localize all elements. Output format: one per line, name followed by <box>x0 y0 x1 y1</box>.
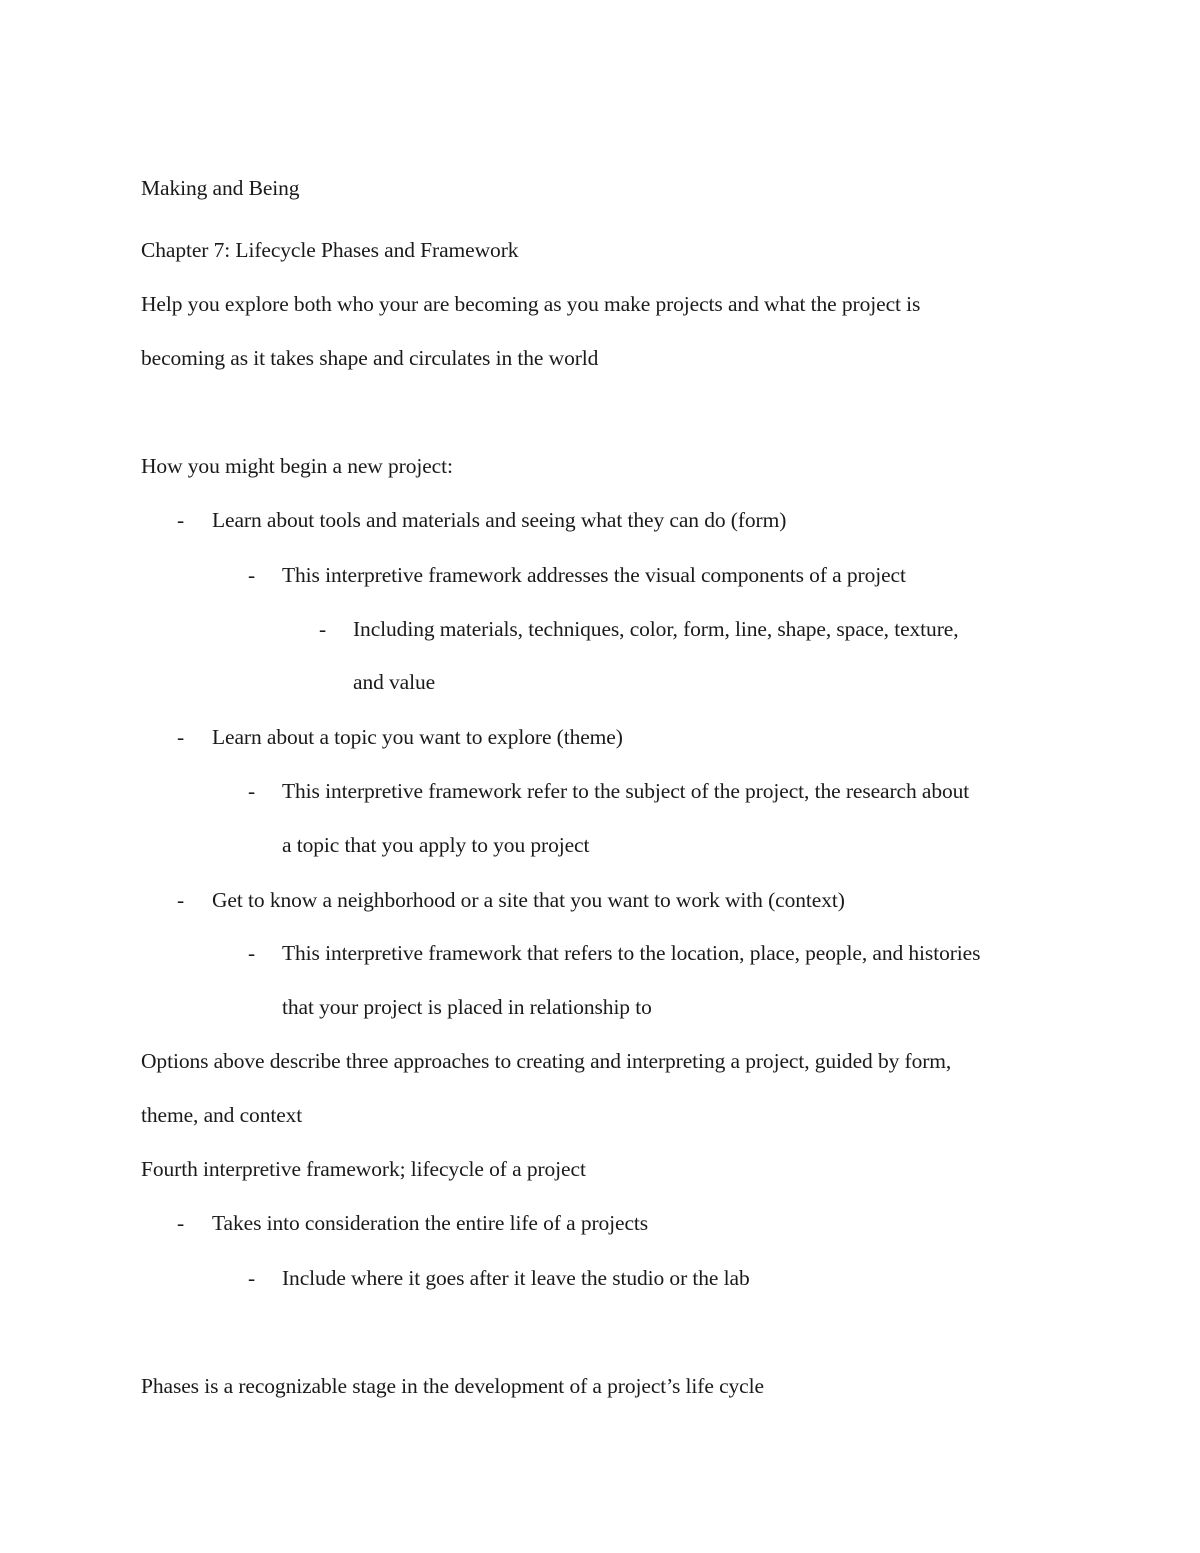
list-item-form-subsub-line-2: and value <box>353 670 436 694</box>
bullet-dash: - <box>177 888 185 912</box>
intro-line-2: becoming as it takes shape and circulates in the world <box>141 346 599 370</box>
chapter-heading: Chapter 7: Lifecycle Phases and Framework <box>141 238 519 262</box>
options-line-2: theme, and context <box>141 1103 303 1127</box>
list-item-theme: Learn about a topic you want to explore (theme) <box>212 725 623 749</box>
bullet-dash: - <box>248 563 256 587</box>
list-item-context-sub-line-2: that your project is placed in relationship to <box>282 995 652 1019</box>
begin-heading: How you might begin a new project: <box>141 454 453 478</box>
list-item-form-sub: This interpretive framework addresses the visual components of a project <box>282 563 906 587</box>
bullet-dash: - <box>248 779 256 803</box>
bullet-dash: - <box>319 617 327 641</box>
phases-paragraph: Phases is a recognizable stage in the development of a project’s life cycle <box>141 1374 764 1398</box>
bullet-dash: - <box>177 508 185 532</box>
list-item-theme-sub-line-1: This interpretive framework refer to the subject of the project, the research about <box>282 779 970 803</box>
list-item-lifecycle-sub: Include where it goes after it leave the studio or the lab <box>282 1266 750 1290</box>
list-item-form: Learn about tools and materials and seeing what they can do (form) <box>212 508 787 532</box>
list-item-context-sub-line-1: This interpretive framework that refers to the location, place, people, and histories <box>282 941 981 965</box>
options-line-1: Options above describe three approaches to creating and interpreting a project, guided by form, <box>141 1049 952 1073</box>
list-item-context: Get to know a neighborhood or a site that you want to work with (context) <box>212 888 845 912</box>
bullet-dash: - <box>177 1211 185 1235</box>
list-item-lifecycle: Takes into consideration the entire life of a projects <box>212 1211 649 1235</box>
list-item-form-subsub-line-1: Including materials, techniques, color, form, line, shape, space, texture, <box>353 617 959 641</box>
fourth-heading: Fourth interpretive framework; lifecycle of a project <box>141 1157 586 1181</box>
bullet-dash: - <box>177 725 185 749</box>
list-item-theme-sub-line-2: a topic that you apply to you project <box>282 833 590 857</box>
bullet-dash: - <box>248 1266 256 1290</box>
bullet-dash: - <box>248 941 256 965</box>
document-title: Making and Being <box>141 176 300 200</box>
intro-line-1: Help you explore both who your are becoming as you make projects and what the project is <box>141 292 921 316</box>
